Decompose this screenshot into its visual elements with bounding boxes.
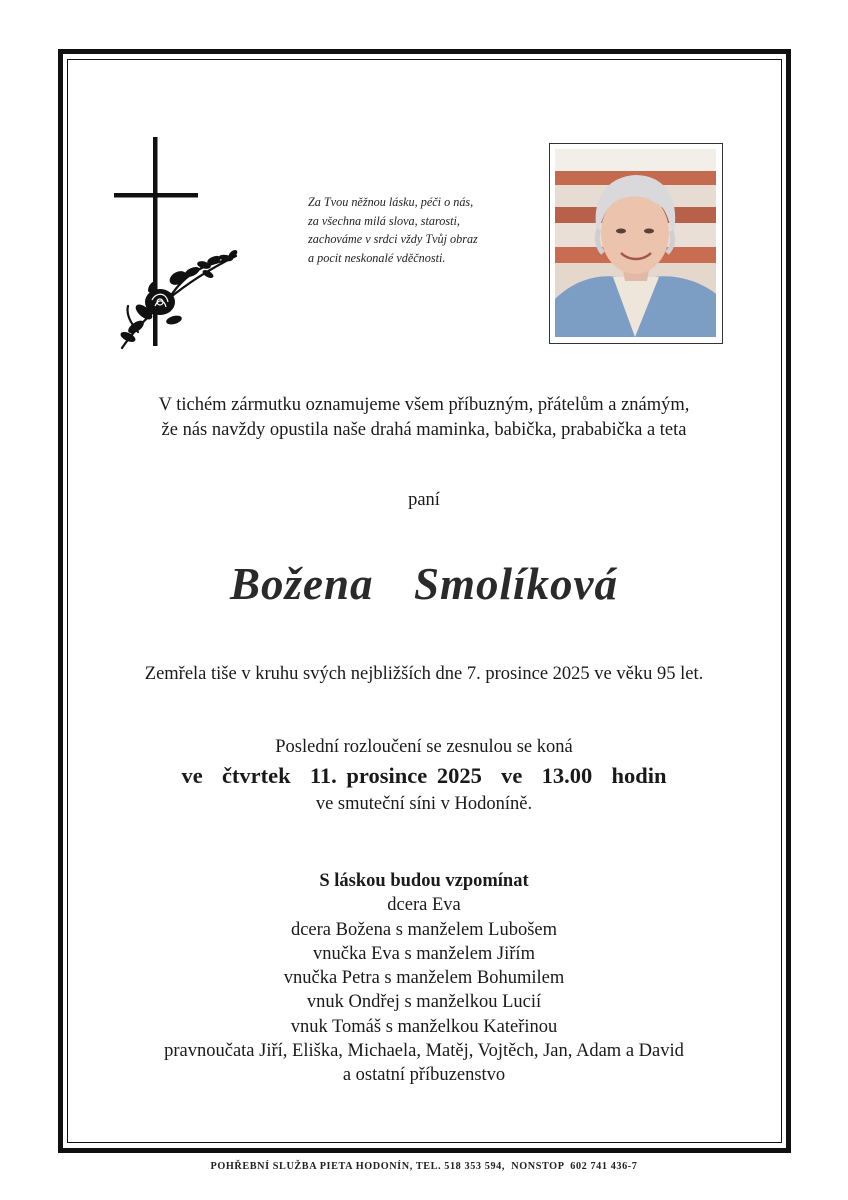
deceased-name: Božena Smolíková [229, 559, 619, 609]
mourner-line: vnučka Petra s manželem Bohumilem [283, 968, 565, 989]
death-notice: Zemřela tiše v kruhu svých nejbližších dne 7. prosince 2025 ve věku 95 let. [144, 664, 704, 684]
farewell-intro: Poslední rozloučení se zesnulou se koná [275, 737, 573, 757]
mourners-heading: S láskou budou vzpomínat [319, 871, 529, 891]
intro-line-1: V tichém zármutku oznamujeme všem příbuzným, přátelům a známým, [158, 395, 690, 415]
mourner-line: dcera Eva [387, 895, 461, 916]
portrait-photo [555, 149, 716, 337]
cross-with-rose-icon [108, 132, 248, 352]
farewell-info [80, 734, 768, 818]
mourner-line: a ostatní příbuzenstvo [342, 1065, 506, 1086]
verse-line: zachováme v srdci vždy Tvůj obraz [308, 232, 478, 246]
portrait-frame [549, 143, 723, 344]
verse-line: Za Tvou něžnou lásku, péči o nás, [308, 195, 474, 209]
mourner-line: vnuk Ondřej s manželkou Lucií [306, 992, 542, 1013]
farewell-datetime: ve čtvrtek 11. prosince 2025 ve 13.00 hodin [181, 763, 667, 788]
honorific: paní [408, 490, 440, 510]
mourner-line: vnuk Tomáš s manželkou Kateřinou [290, 1016, 558, 1037]
intro-line-2: že nás navždy opustila naše drahá maminka, babička, prababička a teta [161, 420, 687, 440]
mourner-line: vnučka Eva s manželem Jiřím [313, 943, 535, 964]
mourner-line: pravnoučata Jiří, Eliška, Michaela, Matěj, Vojtěch, Jan, Adam a David [164, 1041, 684, 1062]
announcement-intro [80, 393, 768, 443]
memorial-verse [308, 193, 548, 267]
farewell-place: ve smuteční síni v Hodoníně. [315, 794, 533, 814]
mourner-line: dcera Božena s manželem Lubošem [290, 919, 558, 940]
verse-line: a pocit neskonalé vděčnosti. [308, 250, 446, 265]
verse-line: za všechna milá slova, starosti, [308, 213, 460, 228]
funeral-service-footer: POHŘEBNÍ SLUŽBA PIETA HODONÍN, TEL. 518 353 594, NONSTOP 602 741 436-7 [210, 1161, 638, 1172]
mourners-list [80, 869, 768, 1088]
